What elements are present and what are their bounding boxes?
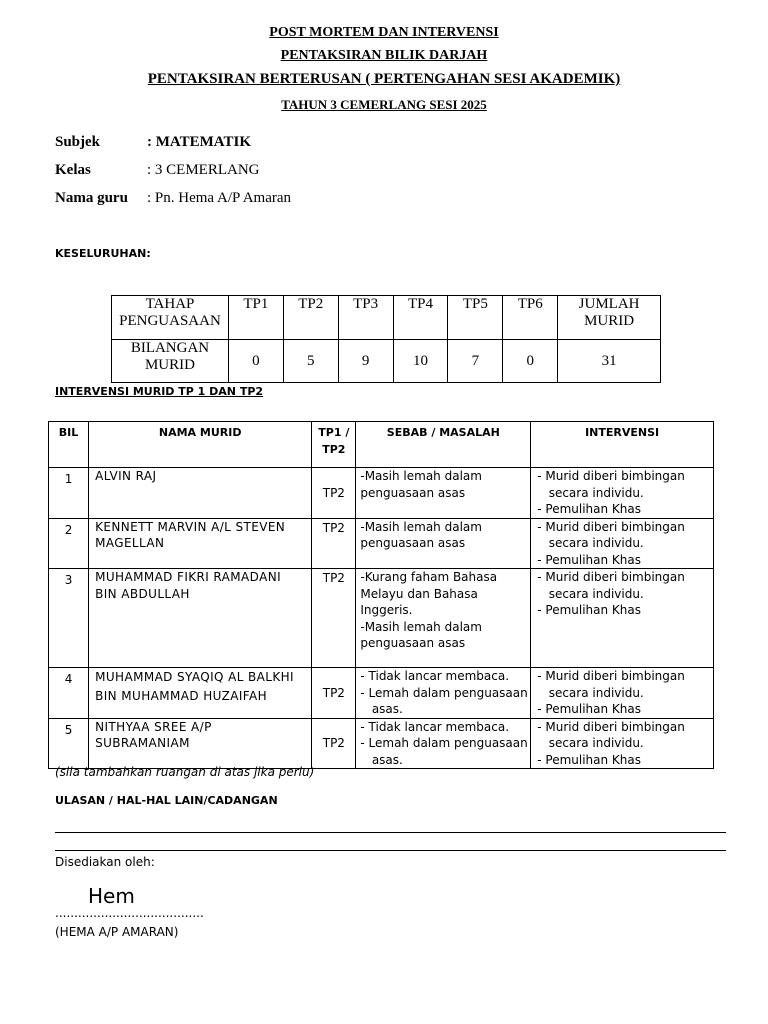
student-sebab-line: -Kurang faham Bahasa <box>360 570 498 584</box>
student-tp: TP2 <box>312 569 356 668</box>
tp-header: TP1 <box>228 296 283 340</box>
student-name <box>89 569 312 668</box>
keseluruhan-label: KESELURUHAN: <box>55 247 151 260</box>
student-sebab <box>356 468 531 519</box>
student-intervensi-line: secara individu. <box>537 586 644 601</box>
student-sebab-line: - Tidak lancar membaca. <box>360 719 510 734</box>
student-sebab-line: Melayu dan Bahasa <box>360 586 478 601</box>
tp-header: TP5 <box>448 296 503 340</box>
student-sebab-line: -Masih lemah dalam <box>360 519 482 534</box>
signature: Hem <box>88 884 135 908</box>
student-intervensi-line: - Murid diberi bimbingan <box>537 669 685 683</box>
tp-header: TP2 <box>283 296 338 340</box>
col-nama <box>89 422 312 468</box>
subjek-label: Subjek <box>55 134 101 150</box>
intervention-table <box>48 421 714 769</box>
tp-count: 9 <box>338 340 393 383</box>
doc-title-line3: PENTAKSIRAN BERTERUSAN ( PERTENGAHAN SESI AKADEMIK) <box>147 71 621 87</box>
student-intervensi-line: - Pemulihan Khas <box>537 502 642 516</box>
student-tp: TP2 <box>312 718 356 769</box>
col-sebab-label: SEBAB / MASALAH <box>386 426 500 439</box>
table-row <box>49 668 714 719</box>
tp-count: 0 <box>228 340 283 383</box>
student-intervensi-line: - Pemulihan Khas <box>537 702 642 716</box>
student-name <box>89 668 312 719</box>
subjek-value: : MATEMATIK <box>147 134 252 150</box>
student-tp: TP2 <box>312 518 356 569</box>
tp-count: 7 <box>448 340 503 383</box>
student-sebab-line: Inggeris. <box>360 603 413 617</box>
student-sebab-line: penguasaan asas <box>360 536 466 550</box>
student-intervensi-line: secara individu. <box>537 736 644 750</box>
student-intervensi <box>531 569 714 668</box>
table-row <box>49 518 714 569</box>
row-bil: 4 <box>49 668 89 719</box>
student-intervensi-line: - Murid diberi bimbingan <box>537 469 685 483</box>
student-intervensi-line: secara individu. <box>537 485 644 500</box>
student-name-line: NITHYAA SREE A/P <box>95 719 212 734</box>
col-nama-label: NAMA MURID <box>158 426 242 439</box>
student-sebab-line: - Lemah dalam penguasaan <box>360 736 528 750</box>
bilangan-murid-label: BILANGAN MURID <box>112 340 229 383</box>
jumlah-murid-label: JUMLAH MURID <box>558 296 661 340</box>
doc-title-line4: TAHUN 3 CEMERLANG SESI 2025 <box>281 97 487 112</box>
student-sebab-line: - Tidak lancar membaca. <box>360 669 510 683</box>
guru-value: : Pn. Hema A/P Amaran <box>147 190 292 206</box>
comment-line <box>55 832 726 833</box>
student-name-line: KENNETT MARVIN A/L STEVEN <box>95 519 286 534</box>
kelas-label: Kelas <box>55 162 91 178</box>
student-sebab-line: -Masih lemah dalam <box>360 469 482 483</box>
student-name <box>89 718 312 769</box>
student-sebab-line: asas. <box>360 752 403 767</box>
col-bil-label: BIL <box>58 426 79 439</box>
guru-label: Nama guru <box>55 190 128 206</box>
student-sebab <box>356 718 531 769</box>
total-count: 31 <box>558 340 661 383</box>
student-name <box>89 468 312 519</box>
col-intervensi <box>531 422 714 468</box>
row-bil: 3 <box>49 569 89 668</box>
tp-count: 5 <box>283 340 338 383</box>
col-tp-label-2: TP2 <box>322 443 346 456</box>
tp-header: TP6 <box>503 296 558 340</box>
table-row <box>49 468 714 519</box>
student-tp: TP2 <box>312 668 356 719</box>
student-intervensi-line: secara individu. <box>537 536 644 550</box>
table-row <box>49 569 714 668</box>
student-sebab-line: asas. <box>360 702 403 716</box>
col-tp-label-1: TP1 / <box>318 426 350 439</box>
student-sebab <box>356 569 531 668</box>
tp-count: 0 <box>503 340 558 383</box>
col-bil <box>49 422 89 468</box>
student-name-line: MUHAMMAD SYAQIQ AL BALKHI <box>95 670 294 684</box>
intervensi-title: INTERVENSI MURID TP 1 DAN TP2 <box>55 385 264 398</box>
student-sebab <box>356 668 531 719</box>
student-sebab-line: penguasaan asas <box>360 636 466 650</box>
student-intervensi-line: - Murid diberi bimbingan <box>537 719 685 734</box>
student-name-line: BIN MUHAMMAD HUZAIFAH <box>95 689 267 703</box>
student-intervensi-line: - Pemulihan Khas <box>537 552 642 567</box>
student-intervensi <box>531 668 714 719</box>
row-bil: 1 <box>49 468 89 519</box>
tp-count: 10 <box>393 340 448 383</box>
student-name <box>89 518 312 569</box>
kelas-value: : 3 CEMERLANG <box>147 162 260 178</box>
student-sebab-line: -Masih lemah dalam <box>360 619 482 634</box>
student-intervensi-line: - Pemulihan Khas <box>537 752 642 767</box>
summary-table <box>111 295 661 383</box>
signatory-name: (HEMA A/P AMARAN) <box>55 925 179 939</box>
student-intervensi <box>531 718 714 769</box>
signature-dots: ....................................... <box>55 906 204 920</box>
tp-header: TP3 <box>338 296 393 340</box>
student-name-line: MUHAMMAD FIKRI RAMADANI <box>95 570 282 584</box>
col-sebab <box>356 422 531 468</box>
student-name-line: SUBRAMANIAM <box>95 736 190 750</box>
student-intervensi-line: secara individu. <box>537 685 644 700</box>
student-intervensi-line: - Murid diberi bimbingan <box>537 519 685 534</box>
student-tp: TP2 <box>312 468 356 519</box>
ulasan-label: ULASAN / HAL-HAL LAIN/CADANGAN <box>55 794 278 807</box>
tp-header: TP4 <box>393 296 448 340</box>
comment-line <box>55 850 726 851</box>
tahap-penguasaan-label: TAHAP PENGUASAAN <box>112 296 229 340</box>
doc-title-line1: POST MORTEM DAN INTERVENSI <box>269 25 499 40</box>
doc-title-line2: PENTAKSIRAN BILIK DARJAH <box>280 48 488 63</box>
student-sebab <box>356 518 531 569</box>
student-sebab-line: penguasaan asas <box>360 485 466 500</box>
student-intervensi-line: - Murid diberi bimbingan <box>537 570 685 584</box>
col-tp <box>312 422 356 468</box>
table-row <box>49 718 714 769</box>
student-intervensi <box>531 518 714 569</box>
student-name-line: BIN ABDULLAH <box>95 586 190 601</box>
student-name-line: MAGELLAN <box>95 536 165 550</box>
row-bil: 5 <box>49 718 89 769</box>
prepared-by-label: Disediakan oleh: <box>55 855 155 869</box>
note-text: (sila tambahkan ruangan di atas jika perlu) <box>55 765 315 779</box>
student-sebab-line: - Lemah dalam penguasaan <box>360 685 528 700</box>
student-name-line: ALVIN RAJ <box>95 469 157 483</box>
col-intervensi-label: INTERVENSI <box>585 426 660 439</box>
student-intervensi-line: - Pemulihan Khas <box>537 603 642 617</box>
student-intervensi <box>531 468 714 519</box>
row-bil: 2 <box>49 518 89 569</box>
